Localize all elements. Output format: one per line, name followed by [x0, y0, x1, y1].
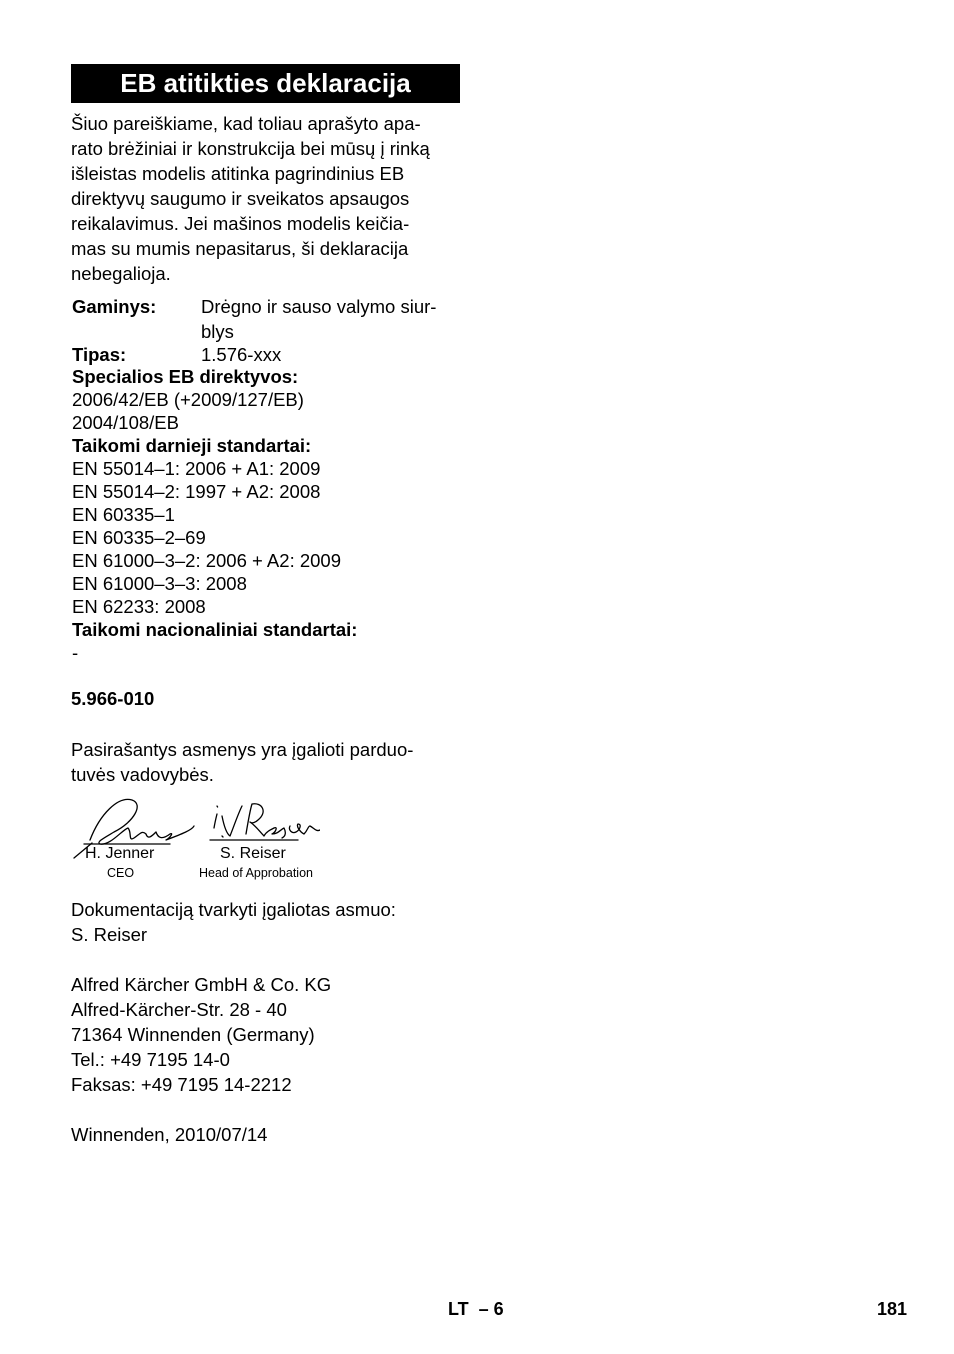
spec-line: EN 55014–1: 2006 + A1: 2009 [72, 458, 321, 479]
page-title: EB atitikties deklaracija [71, 64, 460, 103]
spec-line: EN 62233: 2008 [72, 596, 206, 617]
address-line: Alfred-Kärcher-Str. 28 - 40 [71, 999, 287, 1020]
address-line: Tel.: +49 7195 14-0 [71, 1049, 230, 1070]
standards-list [72, 365, 472, 664]
document-number: 5.966-010 [71, 688, 155, 709]
intro-line: nebegalioja. [71, 263, 171, 284]
intro-line: išleistas modelis atitinka pagrindinius EB [71, 163, 405, 184]
spec-line: EN 60335–1 [72, 504, 175, 525]
signers-note-line: Pasirašantys asmenys yra įgalioti parduo- [71, 739, 414, 760]
product-value-line: blys [201, 321, 234, 342]
intro-paragraph [71, 111, 463, 286]
signature-name-jenner: H. Jenner [85, 845, 155, 862]
documentation-line: Dokumentaciją tvarkyti įgaliotas asmuo: [71, 899, 396, 920]
type-label: Tipas: [72, 344, 127, 365]
place-date: Winnenden, 2010/07/14 [71, 1124, 268, 1145]
spec-line: EN 60335–2–69 [72, 527, 206, 548]
spec-line: 2004/108/EB [72, 412, 179, 433]
signers-note-line: tuvės vadovybės. [71, 764, 214, 785]
intro-line: rato brėžiniai ir konstrukcija bei mūsų į rinką [71, 138, 430, 159]
documentation-contact [71, 897, 463, 947]
signature-name-reiser: S. Reiser [220, 845, 286, 862]
address-line: Faksas: +49 7195 14-2212 [71, 1074, 292, 1095]
intro-line: direktyvų saugumo ir sveikatos apsaugos [71, 188, 410, 209]
signers-note [71, 737, 463, 787]
spec-heading-harmonised: Taikomi darnieji standartai: [72, 435, 312, 456]
spec-line: 2006/42/EB (+2009/127/EB) [72, 389, 304, 410]
intro-line: reikalavimus. Jei mašinos modelis keičia- [71, 213, 410, 234]
address-line: Alfred Kärcher GmbH & Co. KG [71, 974, 332, 995]
footer-section: LT – 6 [448, 1299, 504, 1319]
spec-line: EN 61000–3–3: 2008 [72, 573, 247, 594]
spec-heading-national: Taikomi nacionaliniai standartai: [72, 619, 358, 640]
product-value-line: Drėgno ir sauso valymo siur- [201, 296, 437, 317]
type-value: 1.576-xxx [201, 344, 282, 365]
spec-line: - [72, 642, 79, 663]
signature-role-ceo: CEO [107, 866, 135, 880]
company-address [71, 972, 463, 1097]
page-number: 181 [877, 1299, 908, 1319]
spec-heading-directives: Specialios EB direktyvos: [72, 366, 299, 387]
signature-role-approbation: Head of Approbation [199, 866, 313, 880]
product-label: Gaminys: [72, 296, 157, 317]
spec-line: EN 61000–3–2: 2006 + A2: 2009 [72, 550, 341, 571]
intro-line: mas su mumis nepasitarus, ši deklaracija [71, 238, 409, 259]
documentation-line: S. Reiser [71, 924, 148, 945]
intro-line: Šiuo pareiškiame, kad toliau aprašyto apa- [71, 113, 421, 134]
spec-line: EN 55014–2: 1997 + A2: 2008 [72, 481, 321, 502]
address-line: 71364 Winnenden (Germany) [71, 1024, 315, 1045]
